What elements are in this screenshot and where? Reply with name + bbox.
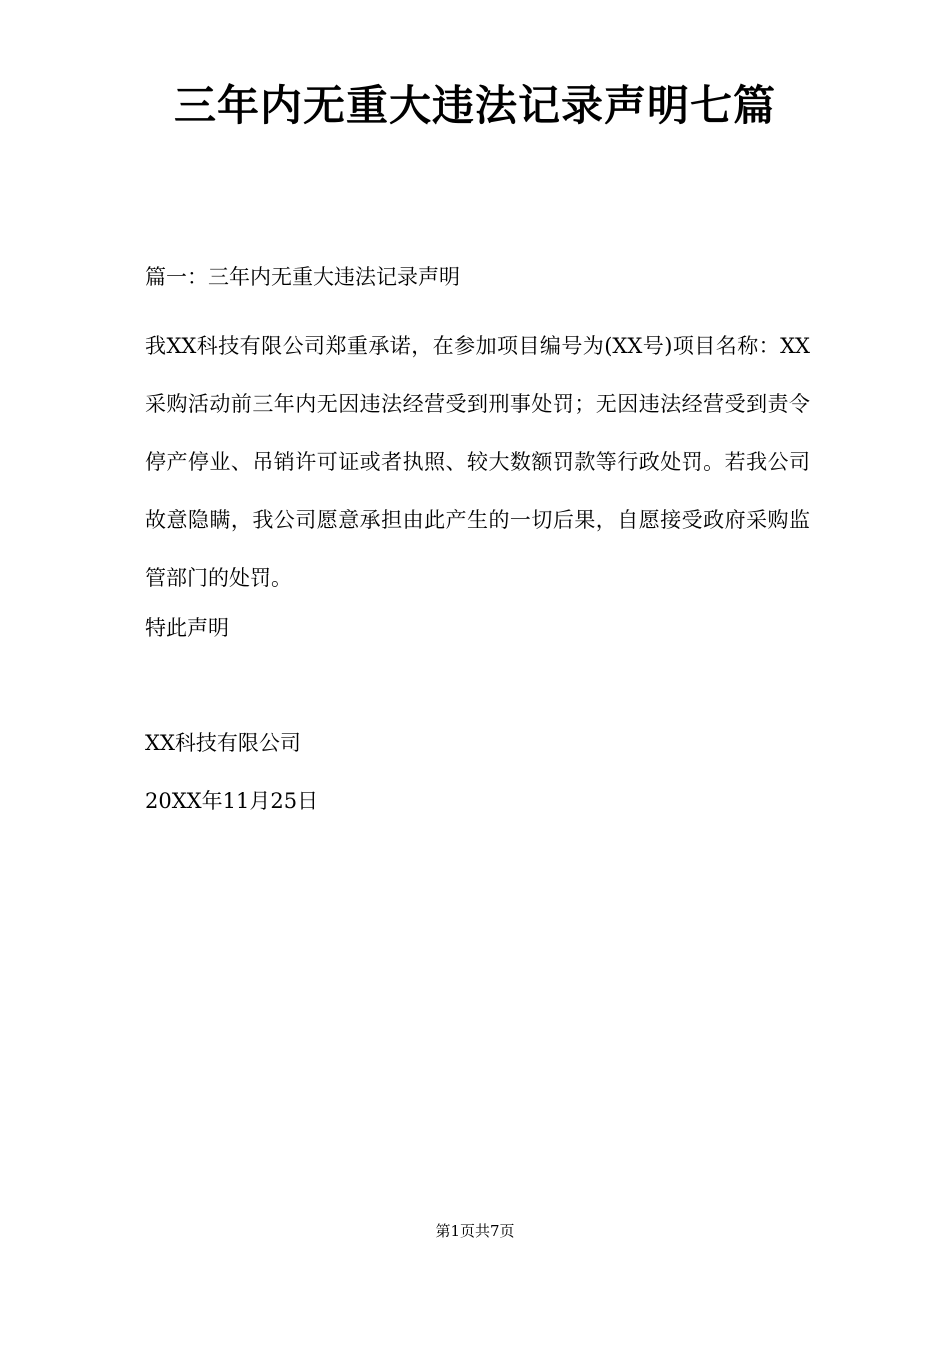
closing-statement: 特此声明 bbox=[145, 616, 229, 640]
page-footer: 第1页共7页 bbox=[435, 1222, 515, 1240]
document-content bbox=[145, 258, 810, 820]
signer-company: XX科技有限公司 bbox=[145, 731, 301, 755]
signature-date: 20XX年11月25日 bbox=[145, 789, 319, 813]
body-paragraph: 我XX科技有限公司郑重承诺，在参加项目编号为(XX号)项目名称：XX采购活动前三年内无因违法经营受到刑事处罚；无因违法经营受到责令停产停业、吊销许可证或者执照、较大数额罚款等行政处罚。若我公司故意隐瞒，我公司愿意承担由此产生的一切后果，自愿接受政府采购监管部门的处罚。 bbox=[145, 334, 810, 590]
section-heading: 篇一：三年内无重大违法记录声明 bbox=[145, 265, 460, 289]
document-title: 三年内无重大违法记录声明七篇 bbox=[173, 81, 776, 130]
